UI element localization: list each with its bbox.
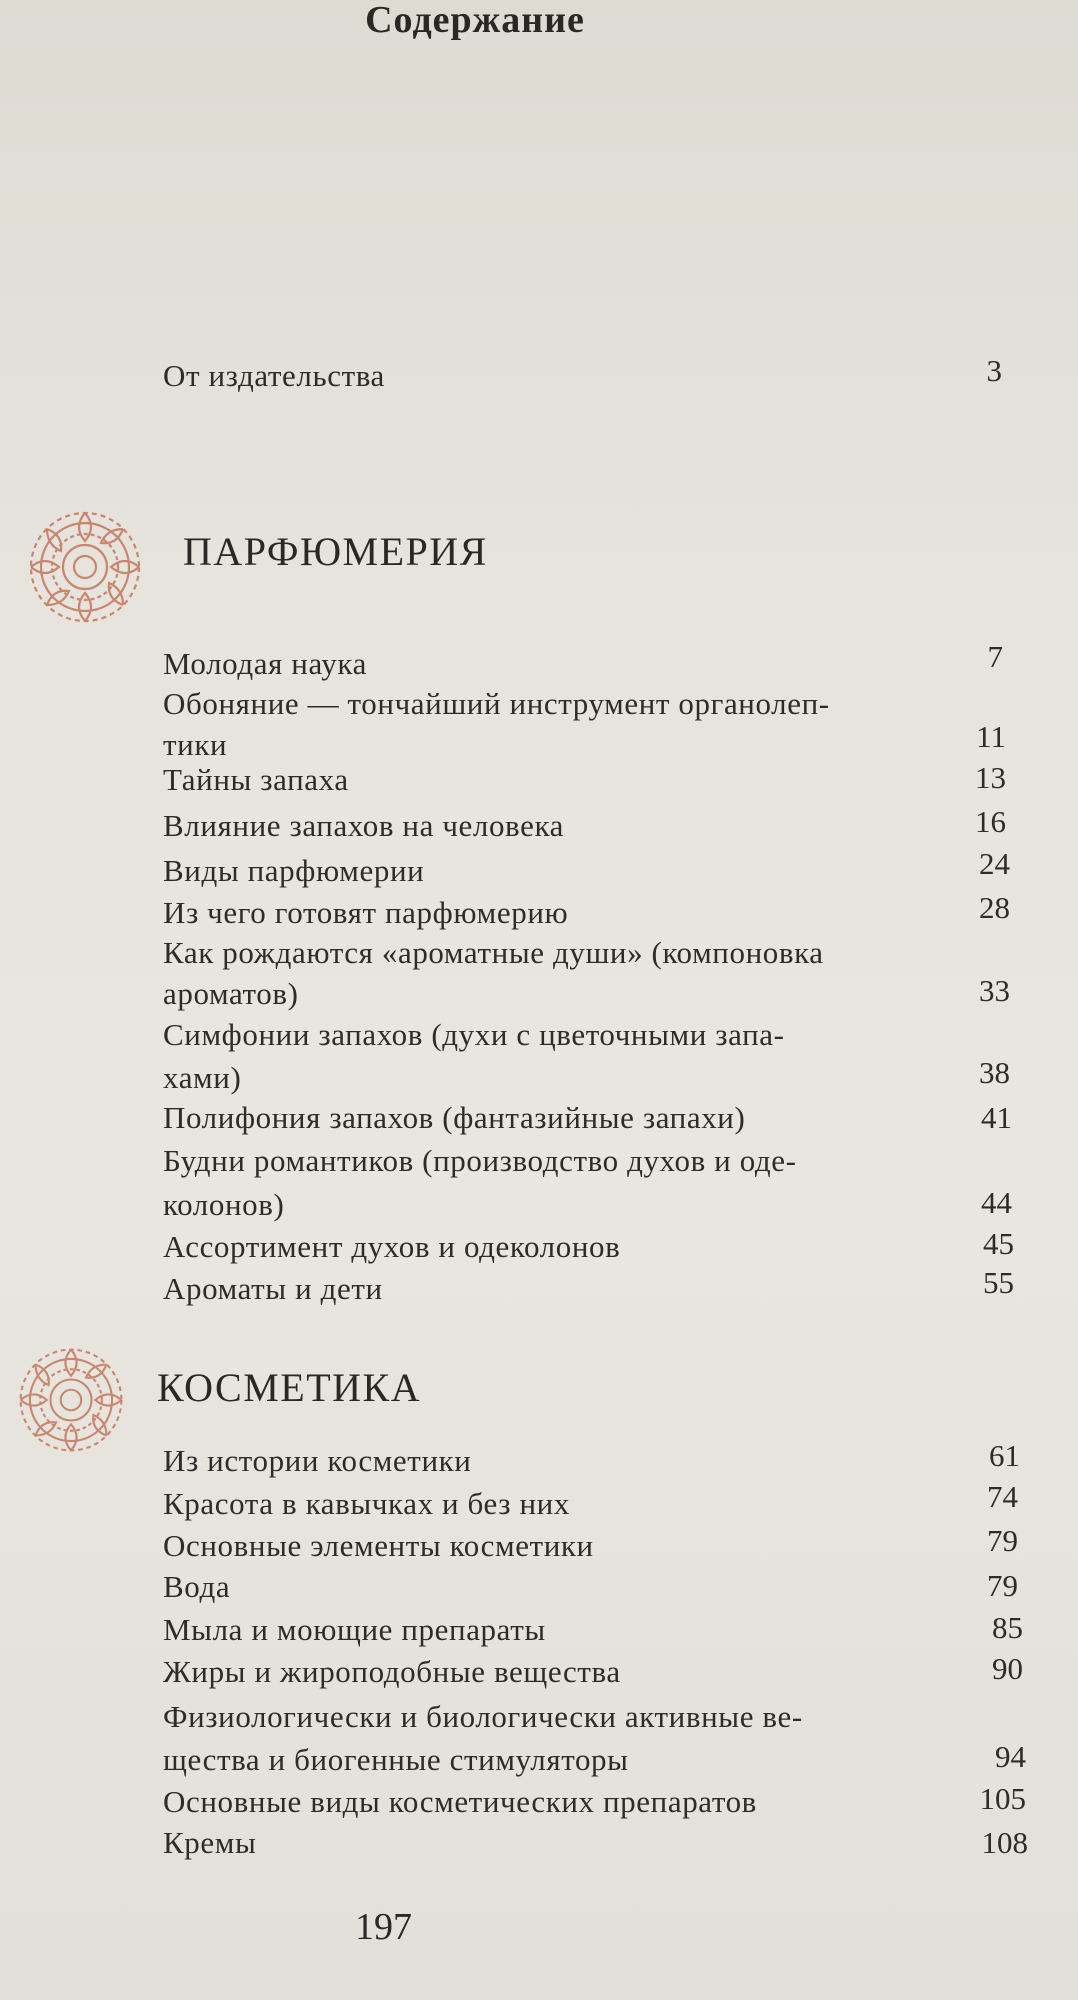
toc-entry-page: 41 (981, 1100, 1012, 1135)
toc-entry-title: Физиологически и биологически активные ве- (163, 1699, 803, 1734)
toc-entry-page: 74 (987, 1479, 1018, 1514)
toc-entry-page: 24 (979, 846, 1010, 881)
toc-entry-title: Ароматы и дети (163, 1271, 383, 1306)
rosette-ornament-icon (15, 1344, 127, 1456)
toc-entry-intro-title: От издательства (163, 358, 385, 393)
toc-entry-page: 38 (979, 1055, 1010, 1090)
toc-entry-title: Мыла и моющие препараты (163, 1612, 546, 1647)
toc-entry-page: 7 (987, 639, 1003, 674)
toc-entry-title: Обоняние — тончайший инструмент органолеп- (163, 686, 830, 721)
toc-entry-title: Из чего готовят парфюмерию (163, 895, 569, 930)
toc-entry-title: Основные элементы косметики (163, 1528, 594, 1563)
toc-entry-title: Симфонии запахов (духи с цветочными запа- (163, 1017, 785, 1052)
toc-entry-page: 108 (981, 1825, 1028, 1860)
toc-entry-title: Кремы (163, 1825, 257, 1860)
toc-entry-title-continued: колонов) (163, 1187, 285, 1222)
toc-entry-page: 61 (989, 1438, 1020, 1473)
toc-entry-page: 79 (987, 1568, 1018, 1603)
toc-entry-title-continued: щества и биогенные стимуляторы (163, 1742, 629, 1777)
toc-entry-title: Красота в кавычках и без них (163, 1486, 570, 1521)
toc-entry-title: Из истории косметики (163, 1443, 472, 1478)
toc-entry-page: 28 (979, 890, 1010, 925)
toc-entry-title: Полифония запахов (фантазийные запахи) (163, 1100, 746, 1135)
rosette-ornament-icon (25, 507, 145, 627)
toc-entry-title-continued: хами) (163, 1060, 242, 1095)
toc-entry-page: 33 (979, 973, 1010, 1008)
toc-entry-title: Молодая наука (163, 646, 367, 681)
toc-entry-title: Вода (163, 1569, 231, 1604)
toc-entry-page: 44 (981, 1185, 1012, 1220)
toc-entry-page: 79 (987, 1523, 1018, 1558)
toc-entry-page: 11 (976, 719, 1006, 754)
toc-entry-title: Виды парфюмерии (163, 853, 425, 888)
toc-entry-title: Влияние запахов на человека (163, 808, 565, 843)
toc-entry-page: 94 (995, 1739, 1026, 1774)
toc-entry-page: 16 (975, 804, 1006, 839)
contents-heading: Содержание (365, 0, 585, 41)
toc-entry-page: 90 (992, 1651, 1023, 1686)
toc-entry-page: 105 (979, 1781, 1026, 1816)
section-title-cosmetics: КОСМЕТИКА (157, 1365, 422, 1410)
toc-entry-intro-page: 3 (986, 353, 1002, 388)
toc-entry-title: Тайны запаха (163, 762, 349, 797)
toc-entry-page: 55 (983, 1265, 1014, 1300)
toc-entry-page: 45 (983, 1226, 1014, 1261)
toc-entry-page: 85 (992, 1610, 1023, 1645)
toc-entry-title-continued: ароматов) (163, 976, 299, 1011)
toc-entry-title: Ассортимент духов и одеколонов (163, 1229, 621, 1264)
toc-entry-title-continued: тики (163, 727, 228, 762)
section-title-perfumery: ПАРФЮМЕРИЯ (183, 529, 488, 574)
toc-entry-page: 13 (975, 760, 1006, 795)
toc-entry-title: Основные виды косметических препаратов (163, 1784, 757, 1819)
toc-entry-title: Будни романтиков (производство духов и оде- (163, 1143, 797, 1178)
page-number: 197 (355, 1906, 412, 1948)
toc-entry-title: Жиры и жироподобные вещества (163, 1654, 621, 1689)
toc-entry-title: Как рождаются «ароматные души» (компоновка (163, 935, 824, 970)
